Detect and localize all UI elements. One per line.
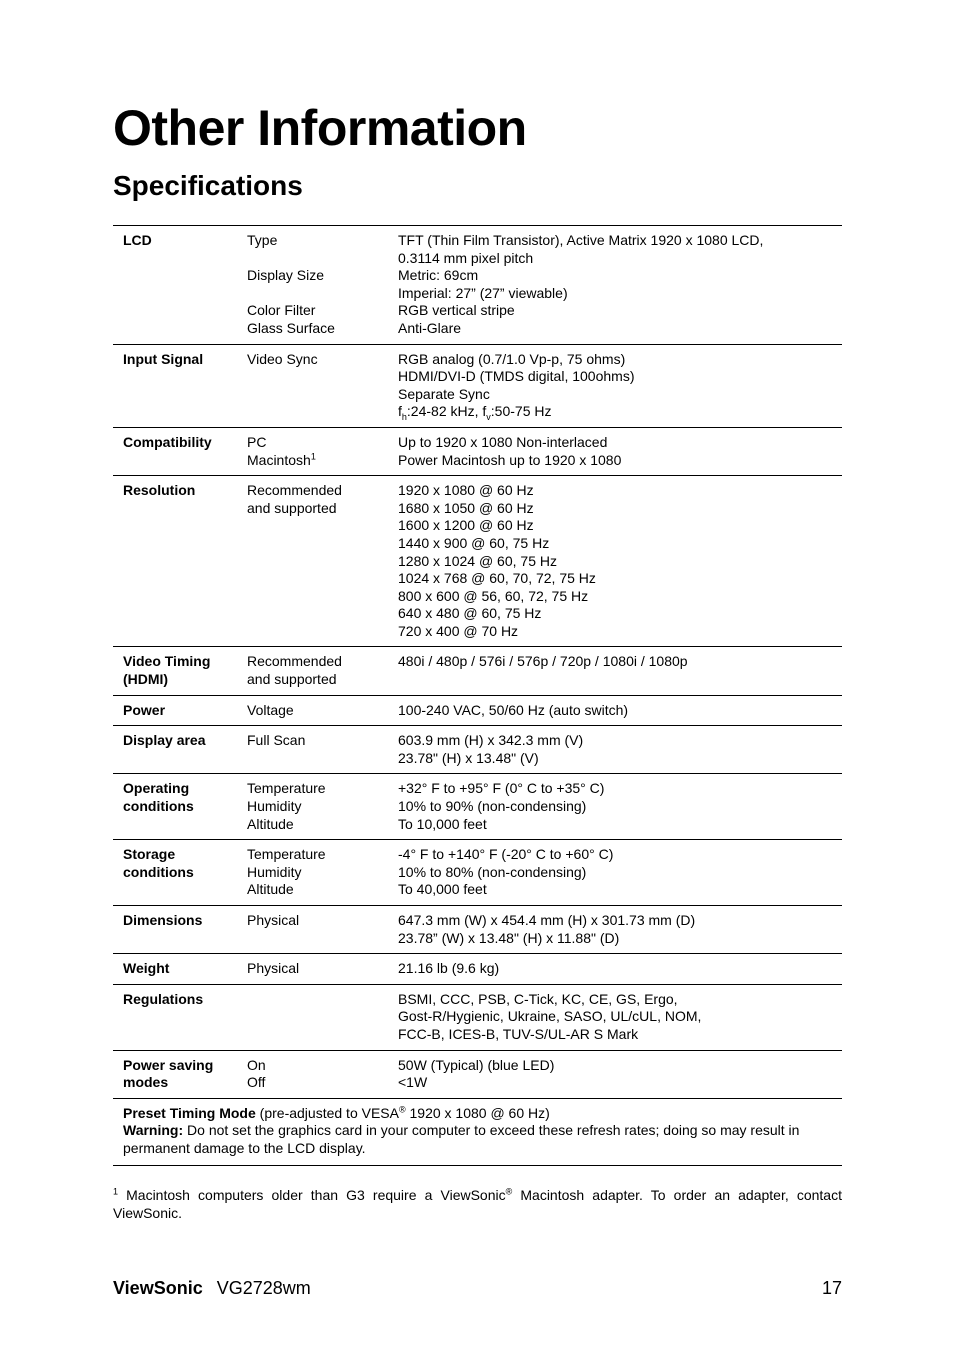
spec-category xyxy=(113,960,247,978)
spec-subcategory-line: Color Filter xyxy=(247,302,316,319)
footnote-reference: 1 xyxy=(310,450,316,461)
spec-value xyxy=(398,482,842,640)
footnote-text-after: Macintosh adapter. To order an adapter, contact ViewSonic. xyxy=(113,1187,842,1221)
spec-row xyxy=(113,774,842,840)
spec-category xyxy=(113,780,247,833)
spec-value-line: -4° F to +140° F (-20° C to +60° C) xyxy=(398,846,614,863)
spec-category-line: modes xyxy=(123,1074,169,1091)
frequency-v-value: :50-75 Hz xyxy=(490,403,552,420)
spec-category-line: Storage xyxy=(123,846,176,863)
spec-value-line: 1440 x 900 @ 60, 75 Hz xyxy=(398,534,550,551)
preset-timing-note xyxy=(113,1099,842,1166)
spec-value-line: 640 x 480 @ 60, 75 Hz xyxy=(398,605,542,622)
spec-category-line: conditions xyxy=(123,863,194,880)
spec-subcategory-line: Video Sync xyxy=(247,350,318,367)
spec-subcategory-line: PC xyxy=(247,433,267,450)
spec-row xyxy=(113,906,842,954)
footnote-text-before: Macintosh computers older than G3 require a ViewSonic xyxy=(118,1187,506,1203)
spec-value-line: 10% to 90% (non-condensing) xyxy=(398,798,587,815)
spec-value-line: 1600 x 1200 @ 60 Hz xyxy=(398,517,534,534)
footer-model: VG2728wm xyxy=(216,1278,311,1298)
spec-row xyxy=(113,696,842,727)
spec-value-line: 720 x 400 @ 70 Hz xyxy=(398,622,519,639)
spec-value-line: Separate Sync xyxy=(398,385,490,402)
frequency-h-value: :24-82 kHz, xyxy=(406,403,483,420)
spec-subcategory-line: Humidity xyxy=(247,863,302,880)
spec-value-line: RGB vertical stripe xyxy=(398,302,515,319)
spec-value xyxy=(398,960,842,978)
spec-subcategory-line: Off xyxy=(247,1074,266,1091)
spec-category xyxy=(113,482,247,640)
spec-value-line: Metric: 69cm xyxy=(398,267,479,284)
spec-value-line: Imperial: 27” (27” viewable) xyxy=(398,284,568,301)
footnote xyxy=(113,1186,842,1222)
spec-value xyxy=(398,351,842,421)
spec-row xyxy=(113,954,842,985)
spec-value-line: Power Macintosh up to 1920 x 1080 xyxy=(398,451,622,468)
spec-category-line: Video Timing xyxy=(123,653,211,670)
spec-row xyxy=(113,226,842,345)
preset-text-after: 1920 x 1080 @ 60 Hz) xyxy=(405,1104,550,1121)
spec-category-line: (HDMI) xyxy=(123,671,169,688)
spec-value-line: 100-240 VAC, 50/60 Hz (auto switch) xyxy=(398,701,629,718)
spec-subcategory-line: Physical xyxy=(247,960,300,977)
spec-subcategory-line: Altitude xyxy=(247,881,294,898)
spec-value-line: 21.16 lb (9.6 kg) xyxy=(398,960,500,977)
spec-value-line: Anti-Glare xyxy=(398,319,462,336)
spec-subcategory-line: Type xyxy=(247,232,278,248)
spec-value xyxy=(398,232,842,338)
registered-mark: ® xyxy=(505,1186,513,1197)
spec-value-line: +32° F to +95° F (0° C to +35° C) xyxy=(398,780,605,797)
spec-value xyxy=(398,434,842,469)
spec-value-line: 23.78” (W) x 13.48" (H) x 11.88" (D) xyxy=(398,929,620,946)
spec-value-line: To 10,000 feet xyxy=(398,815,487,832)
spec-row xyxy=(113,476,842,647)
page-footer xyxy=(113,1276,842,1300)
preset-label: Preset Timing Mode xyxy=(123,1104,256,1121)
footnote-mark: 1 xyxy=(113,1186,119,1197)
spec-value xyxy=(398,732,842,767)
spec-value xyxy=(398,780,842,833)
spec-category xyxy=(113,351,247,421)
spec-subcategory xyxy=(247,1057,398,1092)
spec-subcategory xyxy=(247,434,398,469)
spec-subcategory xyxy=(247,702,398,720)
spec-category xyxy=(113,434,247,469)
spec-row xyxy=(113,840,842,906)
spec-category-line: Input Signal xyxy=(123,350,204,367)
spec-value-line: 1680 x 1050 @ 60 Hz xyxy=(398,499,534,516)
page-title: Other Information xyxy=(113,100,527,156)
spec-category-line: Weight xyxy=(123,960,170,977)
spec-subcategory xyxy=(247,653,398,688)
spec-subcategory-line: On xyxy=(247,1056,266,1073)
spec-row xyxy=(113,1051,842,1099)
spec-value-line: <1W xyxy=(398,1074,428,1091)
spec-category-line: LCD xyxy=(123,232,152,248)
spec-value xyxy=(398,702,842,720)
spec-subcategory xyxy=(247,846,398,899)
spec-value-line: TFT (Thin Film Transistor), Active Matrix 1920 x 1080 LCD, xyxy=(398,232,764,248)
spec-value xyxy=(398,912,842,947)
spec-value xyxy=(398,1057,842,1092)
spec-category xyxy=(113,653,247,688)
page-number: 17 xyxy=(821,1278,842,1298)
spec-category xyxy=(113,846,247,899)
spec-value-line: 10% to 80% (non-condensing) xyxy=(398,863,587,880)
spec-value-line: 647.3 mm (W) x 454.4 mm (H) x 301.73 mm (D) xyxy=(398,912,696,928)
spec-value-line: 50W (Typical) (blue LED) xyxy=(398,1056,555,1073)
frequency-v-label: f xyxy=(482,403,487,420)
spec-subcategory-line xyxy=(247,452,398,470)
spec-category xyxy=(113,232,247,338)
spec-subcategory-line: Altitude xyxy=(247,815,294,832)
spec-value-line: 480i / 480p / 576i / 576p / 720p / 1080i / 1080p xyxy=(398,653,688,670)
spec-row xyxy=(113,985,842,1051)
spec-subcategory-line: Temperature xyxy=(247,780,326,797)
registered-mark: ® xyxy=(398,1104,406,1115)
spec-category xyxy=(113,912,247,947)
spec-subcategory xyxy=(247,960,398,978)
spec-category-line: Power saving xyxy=(123,1056,214,1073)
frequency-v-sub: v xyxy=(486,412,491,423)
spec-subcategory xyxy=(247,732,398,767)
spec-value-line: 800 x 600 @ 56, 60, 72, 75 Hz xyxy=(398,587,589,604)
spec-subcategory xyxy=(247,912,398,947)
specifications-table xyxy=(113,225,842,1166)
spec-value-line xyxy=(398,403,842,421)
spec-subcategory xyxy=(247,991,398,1044)
spec-category-line: Dimensions xyxy=(123,912,203,928)
frequency-h-label: f xyxy=(398,403,402,420)
spec-row xyxy=(113,726,842,774)
spec-value xyxy=(398,653,842,688)
section-title: Specifications xyxy=(113,170,303,201)
spec-subcategory-line: Macintosh xyxy=(247,451,311,468)
preset-text-before: (pre-adjusted to VESA xyxy=(255,1104,399,1121)
spec-subcategory-line: and supported xyxy=(247,671,337,688)
spec-value-line: 23.78" (H) x 13.48" (V) xyxy=(398,749,539,766)
spec-subcategory xyxy=(247,780,398,833)
spec-subcategory-line: Temperature xyxy=(247,846,326,863)
spec-value-line: BSMI, CCC, PSB, C-Tick, KC, CE, GS, Ergo, xyxy=(398,990,678,1007)
spec-value-line: 0.3114 mm pixel pitch xyxy=(398,249,534,266)
spec-category xyxy=(113,732,247,767)
spec-value-line: HDMI/DVI-D (TMDS digital, 100ohms) xyxy=(398,368,635,385)
spec-category-line: conditions xyxy=(123,798,194,815)
spec-category-line: Display area xyxy=(123,732,206,749)
spec-value-line: 1920 x 1080 @ 60 Hz xyxy=(398,482,534,499)
spec-category-line: Operating xyxy=(123,780,190,797)
spec-subcategory-line: Physical xyxy=(247,912,300,928)
spec-subcategory-line: Display Size xyxy=(247,267,325,284)
warning-label: Warning: xyxy=(123,1122,184,1139)
spec-subcategory-line: Voltage xyxy=(247,701,294,718)
spec-subcategory-line: Full Scan xyxy=(247,732,306,749)
spec-category xyxy=(113,991,247,1044)
footer-brand: ViewSonic xyxy=(113,1278,203,1298)
spec-category xyxy=(113,702,247,720)
spec-subcategory-line: Glass Surface xyxy=(247,319,335,336)
spec-subcategory xyxy=(247,232,398,338)
spec-value-line: FCC-B, ICES-B, TUV-S/UL-AR S Mark xyxy=(398,1025,639,1042)
spec-category-line: Power xyxy=(123,701,166,718)
spec-subcategory-line: Recommended xyxy=(247,482,342,499)
spec-value-line: RGB analog (0.7/1.0 Vp-p, 75 ohms) xyxy=(398,350,626,367)
spec-subcategory-line: Recommended xyxy=(247,653,342,670)
frequency-h-sub: h xyxy=(401,412,407,423)
spec-value xyxy=(398,991,842,1044)
spec-subcategory-line xyxy=(247,285,398,303)
warning-text: Do not set the graphics card in your computer to exceed these refresh rates; doing so may result in permanent damage to the LCD display. xyxy=(123,1122,800,1156)
spec-category-line: Compatibility xyxy=(123,433,212,450)
spec-subcategory-line xyxy=(247,991,398,1009)
spec-value-line: To 40,000 feet xyxy=(398,881,487,898)
spec-subcategory-line xyxy=(247,250,398,268)
spec-subcategory xyxy=(247,482,398,640)
spec-value-line: Gost-R/Hygienic, Ukraine, SASO, UL/cUL, NOM, xyxy=(398,1008,702,1025)
spec-value-line: 1024 x 768 @ 60, 70, 72, 75 Hz xyxy=(398,570,596,587)
spec-subcategory-line: and supported xyxy=(247,499,337,516)
spec-value-line: Up to 1920 x 1080 Non-interlaced xyxy=(398,433,608,450)
spec-row xyxy=(113,428,842,476)
spec-subcategory xyxy=(247,351,398,421)
spec-row xyxy=(113,647,842,695)
spec-category-line: Regulations xyxy=(123,990,204,1007)
spec-category xyxy=(113,1057,247,1092)
spec-category-line: Resolution xyxy=(123,482,196,499)
spec-row xyxy=(113,345,842,428)
spec-value xyxy=(398,846,842,899)
spec-value-line: 603.9 mm (H) x 342.3 mm (V) xyxy=(398,732,584,749)
spec-value-line: 1280 x 1024 @ 60, 75 Hz xyxy=(398,552,557,569)
spec-subcategory-line: Humidity xyxy=(247,798,302,815)
